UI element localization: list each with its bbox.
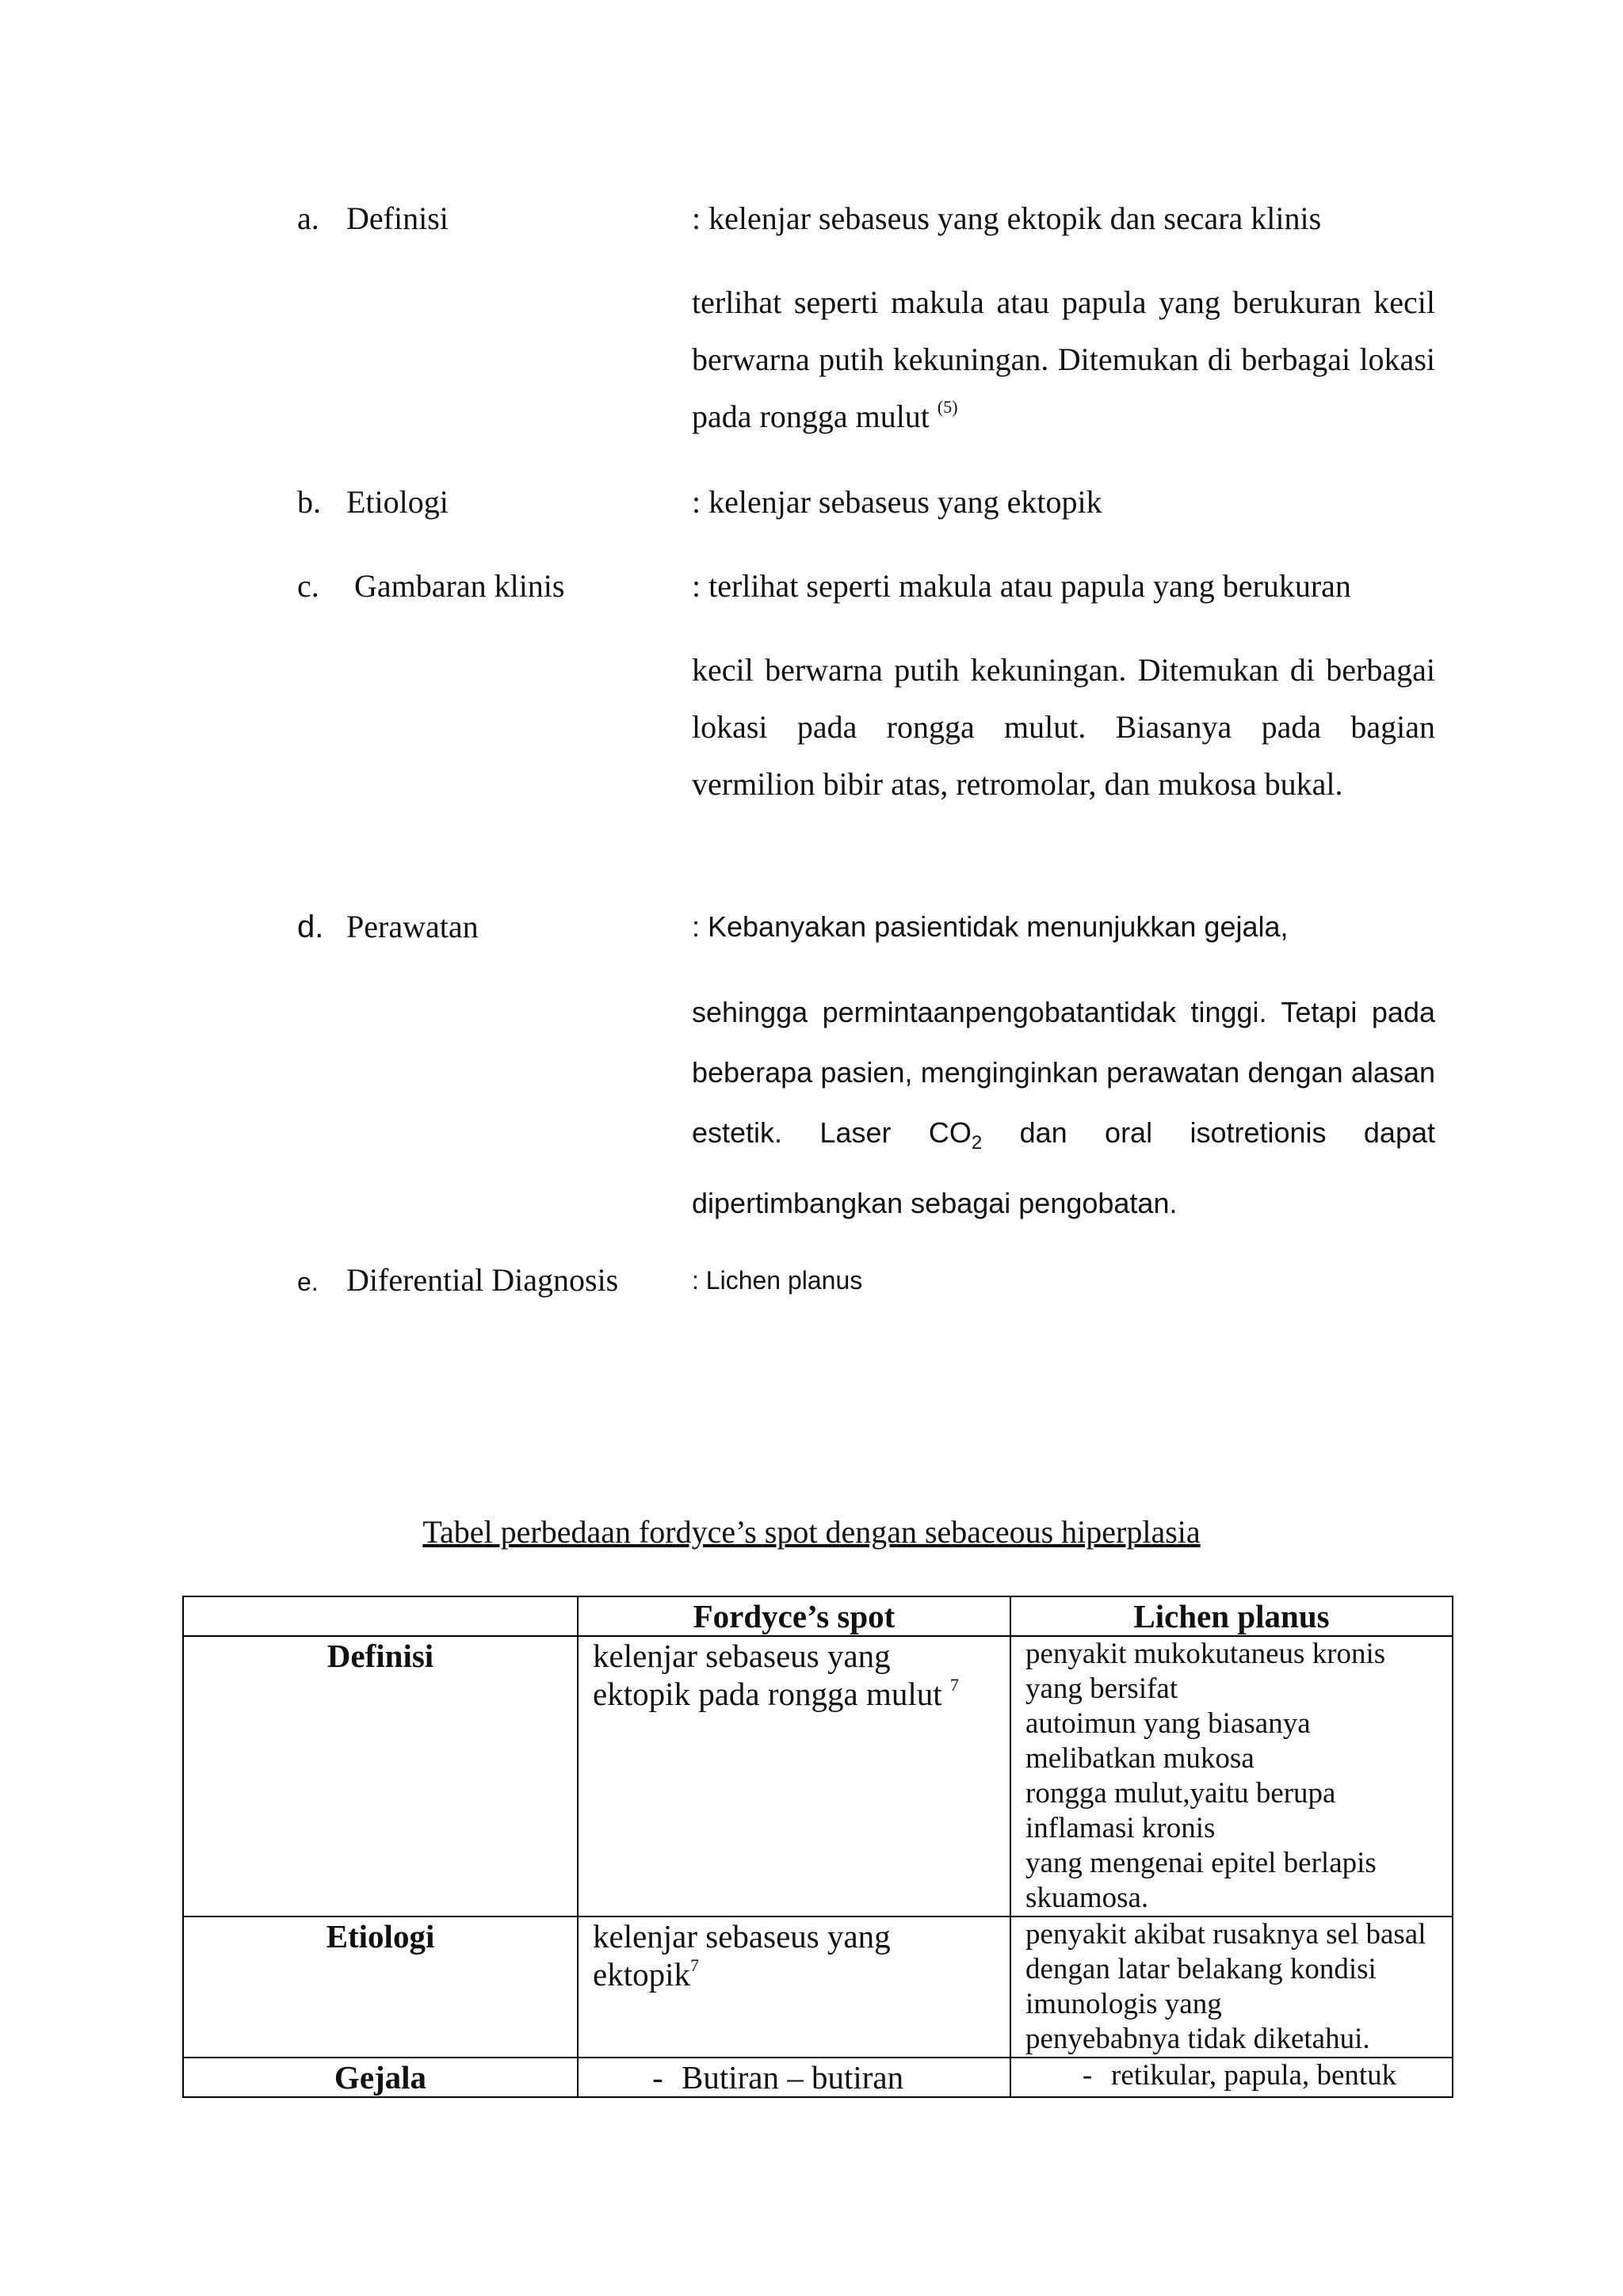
cell-line: melibatkan mukosa xyxy=(1025,1742,1254,1775)
cell-text: kelenjar sebaseus yang ektopik pada rongga mulut xyxy=(593,1638,942,1712)
table-cell xyxy=(1010,1917,1453,2058)
cell-line: skuamosa. xyxy=(1025,1882,1149,1914)
table-row xyxy=(183,2058,1453,2097)
bullet-dash: - xyxy=(652,2059,663,2096)
continuation-text: dan oral isotretionis dapat dipertimbangkan sebagai pengobatan. xyxy=(692,1116,1435,1220)
section-label xyxy=(297,200,449,238)
bullet-dash: - xyxy=(1082,2059,1093,2092)
section-continuation: kecil berwarna putih kekuningan. Ditemukan di berbagai lokasi pada rongga mulut. Biasanya pada bagian vermilion bibir atas, retromolar, dan mukosa bukal. xyxy=(692,652,1435,802)
cell-line: penyakit mukokutaneus kronis xyxy=(1025,1638,1386,1670)
section-marker: d. xyxy=(297,910,324,944)
table-row xyxy=(183,1636,1453,1917)
section-label xyxy=(297,908,479,946)
section-title: Gambaran klinis xyxy=(354,568,565,604)
section-first-line: : Lichen planus xyxy=(692,1266,863,1295)
reference-mark: (5) xyxy=(937,397,958,417)
table-cell xyxy=(1010,2058,1453,2097)
section-label xyxy=(297,483,449,521)
co2-subscript: 2 xyxy=(971,1132,983,1154)
cell-line: penyebabnya tidak diketahui. xyxy=(1025,2023,1370,2055)
section-continuation xyxy=(692,274,1435,445)
section-title: Diferential Diagnosis xyxy=(346,1262,619,1298)
header-cell-lichen: Lichen planus xyxy=(1010,1596,1453,1636)
continuation-text: sehingga permintaanpengobatantidak tinggi. Tetapi pada beberapa pasien, menginginkan perawatan dengan alasan estetik. Laser CO xyxy=(692,996,1435,1149)
section-label xyxy=(297,567,565,605)
header-cell-empty xyxy=(183,1596,578,1636)
reference-mark: 7 xyxy=(689,1955,699,1975)
table-cell xyxy=(578,1636,1010,1917)
row-label: Etiologi xyxy=(183,1917,578,2058)
section-label xyxy=(297,1261,618,1301)
cell-line: autoimun yang biasanya xyxy=(1025,1707,1311,1740)
row-label: Gejala xyxy=(183,2058,578,2097)
cell-line: imunologis yang xyxy=(1025,1988,1222,2020)
table-caption: Tabel perbedaan fordyce’s spot dengan sebaceous hiperplasia xyxy=(422,1514,1201,1550)
cell-line: yang mengenai epitel berlapis xyxy=(1025,1847,1377,1879)
section-marker: b. xyxy=(297,484,321,520)
continuation-text: terlihat seperti makula atau papula yang berukuran kecil berwarna putih kekuningan. Ditemukan di berbagai lokasi pada rongga mulut xyxy=(692,284,1435,434)
cell-line: yang bersifat xyxy=(1025,1672,1178,1705)
row-label: Definisi xyxy=(183,1636,578,1917)
section-marker: a. xyxy=(297,200,319,236)
cell-line: rongga mulut,yaitu berupa xyxy=(1025,1777,1336,1810)
section-title: Perawatan xyxy=(346,909,479,944)
table-cell xyxy=(578,2058,1010,2097)
cell-line: penyakit akibat rusaknya sel basal xyxy=(1025,1918,1426,1951)
section-title: Etiologi xyxy=(346,484,449,520)
table-cell xyxy=(1010,1636,1453,1917)
cell-line: dengan latar belakang kondisi xyxy=(1025,1953,1377,1985)
section-first-line: : kelenjar sebaseus yang ektopik dan secara klinis xyxy=(692,200,1322,236)
cell-text: retikular, papula, bentuk xyxy=(1111,2059,1397,2092)
table-cell xyxy=(578,1917,1010,2058)
section-first-line: : Kebanyakan pasientidak menunjukkan gejala, xyxy=(692,910,1289,943)
section-title: Definisi xyxy=(346,200,449,236)
reference-mark: 7 xyxy=(949,1675,959,1695)
table-row xyxy=(183,1917,1453,2058)
cell-line: inflamasi kronis xyxy=(1025,1812,1216,1844)
cell-text: Butiran – butiran xyxy=(682,2059,904,2096)
section-marker: e. xyxy=(297,1268,319,1296)
section-first-line: : terlihat seperti makula atau papula yang berukuran xyxy=(692,568,1351,604)
section-first-line: : kelenjar sebaseus yang ektopik xyxy=(692,484,1102,520)
header-cell-fordyce: Fordyce’s spot xyxy=(578,1596,1010,1636)
section-marker: c. xyxy=(297,568,319,604)
section-continuation xyxy=(692,982,1435,1234)
comparison-table xyxy=(182,1596,1453,2098)
table-header-row xyxy=(183,1596,1453,1636)
cell-text: kelenjar sebaseus yang ektopik xyxy=(593,1918,891,1993)
